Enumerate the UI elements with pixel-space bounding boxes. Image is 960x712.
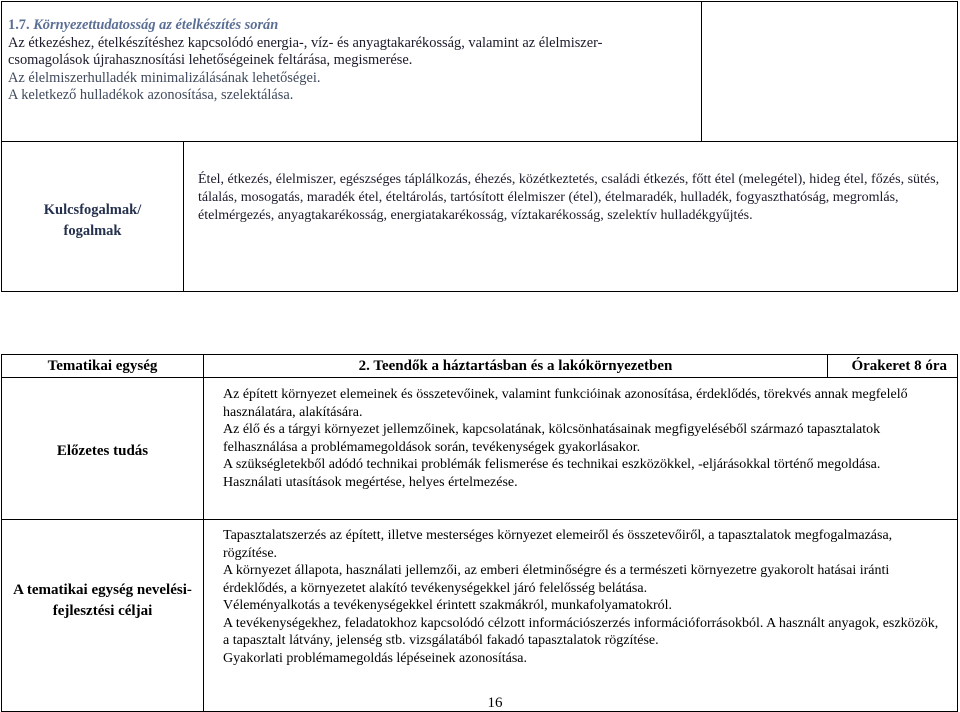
- goals-item: A tevékenységekhez, feladatokhoz kapcsolódó célzott információszerzés információforrásokból. A használt anyagok, eszközök, a tapasztalt látvány, jelenség stb. vizsgálatából fakadó tapasztalatok rögzítése.: [223, 615, 939, 648]
- goals-cell: [203, 519, 958, 712]
- goals-label-line: fejlesztési céljai: [52, 603, 153, 619]
- unit-header-title: 2. Teendők a háztartásban és a lakókörnyezetben: [358, 358, 673, 374]
- section-heading: [8, 17, 602, 35]
- unit-header-hours-cell: [827, 354, 958, 378]
- keywords-text-cell: [183, 141, 958, 292]
- prior-knowledge-label-cell: [1, 377, 204, 520]
- goals-item: Véleményalkotás a tevékenységekkel érintett szakmákról, munkafolyamatokról.: [223, 598, 673, 613]
- section-empty-cell: [701, 1, 958, 142]
- unit-header-label: Tematikai egység: [47, 358, 158, 374]
- section-number: 1.7.: [8, 17, 30, 33]
- goals-label-line: A tematikai egység nevelési-: [13, 582, 192, 598]
- goals-item: Tapasztalatszerzés az épített, illetve mesterséges környezet elemeiről és összetevőiről, a tapasztalatok megfogalmazása, rögzítése.: [223, 528, 893, 561]
- unit-header-hours: Órakeret 8 óra: [851, 358, 947, 374]
- section-line: Az étkezéshez, ételkészítéshez kapcsolódó energia-, víz- és anyagtakarékosság, valamint az élelmiszer-: [8, 34, 603, 51]
- keywords-text: Étel, étkezés, élelmiszer, egészséges táplálkozás, éhezés, közétkeztetés, családi étkezés, főtt étel (melegétel), hideg étel, főzés, sütés, tálalás, mosogatás, maradék étel, ételtárolás, tartósított élelmiszer (étel), ételmaradék, hulladék, fogyaszthatóság, megromlás, ételmérgezés, anyagtakarékosság, energiatakarékosság, víztakarékosság, szelektív hulladékgyűjtés.: [198, 172, 940, 223]
- prior-knowledge-cell: [203, 377, 958, 520]
- section-line: A keletkező hulladékok azonosítása, szelektálása.: [8, 87, 294, 104]
- prior-knowledge-item: Az épített környezet elemeinek és összetevőinek, valamint funkcióinak azonosítása, érdeklődés, törekvés annak megfelelő használatára, alakítására.: [223, 387, 908, 420]
- prior-knowledge-item: A szükségletekből adódó technikai problémák felismerése és technikai eszközökkel, -eljárásokkal történő megoldása.: [223, 457, 881, 472]
- goals-item: Gyakorlati problémamegoldás lépéseinek azonosítása.: [223, 650, 528, 666]
- keywords-label-line: fogalmak: [63, 223, 122, 239]
- section-block: [1, 1, 702, 142]
- unit-header-title-cell: [203, 354, 828, 378]
- section-title: Környezettudatosság az ételkészítés során: [33, 17, 279, 33]
- goals-text: [223, 527, 947, 667]
- prior-knowledge-text: [223, 386, 947, 491]
- goals-label-cell: [1, 519, 204, 712]
- keywords-label-cell: [1, 141, 184, 292]
- section-line: csomagolások újrahasznosítási lehetőségeinek feltárása, megismerése.: [8, 52, 413, 69]
- section-line: Az élelmiszerhulladék minimalizálásának lehetőségei.: [8, 69, 321, 86]
- goals-label: [2, 580, 203, 622]
- goals-item: A környezet állapota, használati jellemzői, az emberi életminőségre és a természeti környezetre gyakorolt hatásai iránti érdeklődés, a környezetet alakító tevékenységekkel járó felelősség belátása.: [223, 563, 890, 596]
- page-number: 16: [470, 695, 520, 711]
- section-content: [8, 17, 602, 105]
- prior-knowledge-label: Előzetes tudás: [56, 443, 149, 459]
- keywords-label: [2, 200, 183, 242]
- unit-header-label-cell: [1, 354, 204, 378]
- prior-knowledge-item: Az élő és a tárgyi környezet jellemzőinek, kapcsolatának, kölcsönhatásainak megfigyeléséből származó tapasztalatok felhasználása a problémamegoldások során, tevékenységek gyakorlásakor.: [223, 422, 881, 455]
- prior-knowledge-item: Használati utasítások megértése, helyes értelmezése.: [223, 474, 518, 490]
- keywords-label-line: Kulcsfogalmak/: [43, 202, 142, 218]
